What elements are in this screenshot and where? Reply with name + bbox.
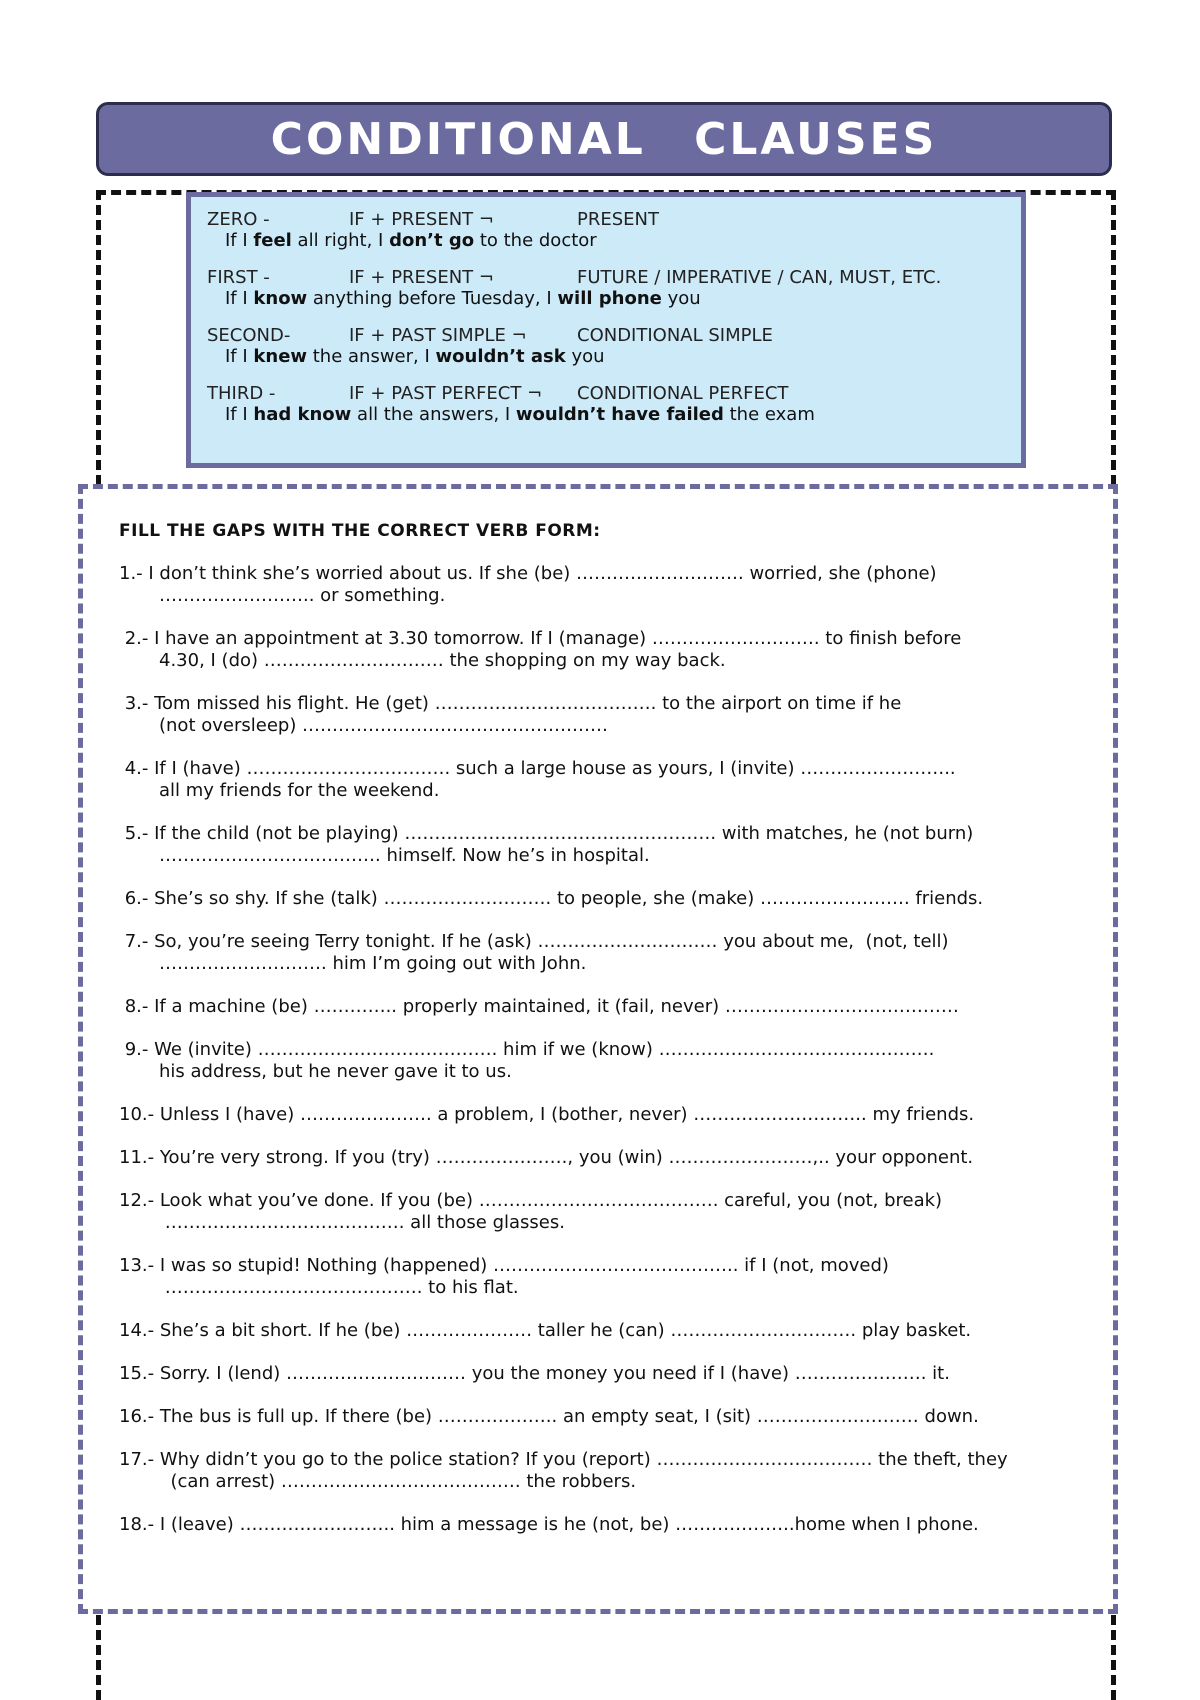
exercise-line: 13.- I was so stupid! Nothing (happened) ………………………………….. if I (not, moved) <box>119 1255 889 1276</box>
rule-form: IF + PAST PERFECT ¬ <box>349 383 543 404</box>
exercise-line-continued: ………………………………. himself. Now he’s in hospital. <box>159 845 650 866</box>
example-verb: wouldn’t have failed <box>515 404 724 425</box>
exercise-line: 14.- She’s a bit short. If he (be) ………………… taller he (can) …………………………. play basket. <box>119 1320 972 1341</box>
rule-label: THIRD - <box>207 383 276 404</box>
exercise-item <box>119 1514 1091 1536</box>
rule-example <box>207 230 1005 251</box>
exercise-line-continued: …………………………………. all those glasses. <box>159 1212 565 1233</box>
example-text: the exam <box>723 404 815 425</box>
exercise-line: 10.- Unless I (have) …………………. a problem, I (bother, never) ……………………….. my friends. <box>119 1104 975 1125</box>
exercise-line: 1.- I don’t think she’s worried about us. If she (be) ………………………. worried, she (phone) <box>119 563 937 584</box>
exercise-box <box>78 484 1118 1614</box>
exercise-item <box>119 563 1091 607</box>
example-text: all the answers, I <box>351 404 516 425</box>
exercise-item <box>119 693 1091 737</box>
rule-label: ZERO - <box>207 209 270 230</box>
exercise-item <box>119 1255 1091 1299</box>
exercise-line: 9.- We (invite) …………………………………. him if we (know) ………………………………………. <box>119 1039 935 1060</box>
rule-form: IF + PRESENT ¬ <box>349 209 494 230</box>
exercise-line-continued: …………………….. or something. <box>159 585 446 606</box>
rule-result: CONDITIONAL SIMPLE <box>577 325 773 346</box>
exercise-line-continued: 4.30, I (do) ………………………… the shopping on my way back. <box>159 650 726 671</box>
exercise-line: 3.- Tom missed his flight. He (get) ………………………………. to the airport on time if he <box>119 693 902 714</box>
exercise-line: 8.- If a machine (be) ………….. properly maintained, it (fail, never) ………………………………… <box>119 996 959 1017</box>
exercise-item <box>119 1320 1091 1342</box>
exercise-line: 7.- So, you’re seeing Terry tonight. If he (ask) ………………………… you about me, (not, tell) <box>119 931 949 952</box>
exercise-item <box>119 1147 1091 1169</box>
exercise-line: 11.- You’re very strong. If you (try) …………………., you (win) ……………………,.. your opponent. <box>119 1147 974 1168</box>
exercise-item <box>119 1449 1091 1493</box>
exercise-item <box>119 628 1091 672</box>
instruction: FILL THE GAPS WITH THE CORRECT VERB FORM: <box>119 521 601 541</box>
exercise-item <box>119 996 1091 1018</box>
exercise-item <box>119 758 1091 802</box>
example-text: If I <box>225 288 254 309</box>
example-text: you <box>661 288 701 309</box>
exercise-line: 5.- If the child (not be playing) ……………………………………………. with matches, he (not burn) <box>119 823 974 844</box>
exercise-item <box>119 888 1091 910</box>
example-text: all right, I <box>291 230 390 251</box>
example-verb: will phone <box>557 288 662 309</box>
rule-second <box>207 325 1005 367</box>
rule-result: CONDITIONAL PERFECT <box>577 383 789 404</box>
exercise-line-continued: (can arrest) …………………………………. the robbers. <box>159 1471 637 1492</box>
rule-example <box>207 404 1005 425</box>
exercise-item <box>119 1406 1091 1428</box>
exercise-item <box>119 823 1091 867</box>
rule-form: IF + PRESENT ¬ <box>349 267 494 288</box>
exercise-line-continued: (not oversleep) …………………………………………… <box>159 715 609 736</box>
exercise-line: 17.- Why didn’t you go to the police station? If you (report) ……………………………… the theft, they <box>119 1449 1008 1470</box>
rule-example <box>207 288 1005 309</box>
exercise-line: 12.- Look what you’ve done. If you (be) …………………………………. careful, you (not, break) <box>119 1190 943 1211</box>
exercise-line: 2.- I have an appointment at 3.30 tomorrow. If I (manage) ………………………. to finish before <box>119 628 962 649</box>
exercise-item <box>119 1190 1091 1234</box>
rule-third <box>207 383 1005 425</box>
example-text: anything before Tuesday, I <box>307 288 558 309</box>
exercise-line: 6.- She’s so shy. If she (talk) ………………………. to people, she (make) ……………………. friends. <box>119 888 984 909</box>
exercise-line-continued: ……………………………………. to his flat. <box>159 1277 519 1298</box>
exercise-line: 15.- Sorry. I (lend) ………………………… you the money you need if I (have) …………………. it. <box>119 1363 950 1384</box>
exercise-item <box>119 1039 1091 1083</box>
example-verb: wouldn’t ask <box>435 346 566 367</box>
exercise-line: 16.- The bus is full up. If there (be) ……………….. an empty seat, I (sit) ……………………… down. <box>119 1406 979 1427</box>
rule-example <box>207 346 1005 367</box>
rule-result: FUTURE / IMPERATIVE / CAN, MUST, ETC. <box>577 267 942 288</box>
rule-zero <box>207 209 1005 251</box>
example-text: the answer, I <box>307 346 436 367</box>
rule-label: FIRST - <box>207 267 270 288</box>
exercise-item <box>119 931 1091 975</box>
rule-label: SECOND- <box>207 325 291 346</box>
exercise-line: 4.- If I (have) ……………………………. such a large house as yours, I (invite) …………………….. <box>119 758 956 779</box>
example-verb: don’t go <box>389 230 475 251</box>
exercise-line-continued: all my friends for the weekend. <box>159 780 440 801</box>
example-text: you <box>565 346 605 367</box>
exercise-item <box>119 1104 1091 1126</box>
title-banner <box>96 102 1112 176</box>
example-text: If I <box>225 230 254 251</box>
example-text: to the doctor <box>474 230 597 251</box>
example-verb: knew <box>253 346 308 367</box>
example-verb: had know <box>253 404 352 425</box>
rule-first <box>207 267 1005 309</box>
exercise-line: 18.- I (leave) …………………….. him a message is he (not, be) ………………..home when I phone. <box>119 1514 979 1535</box>
rule-form: IF + PAST SIMPLE ¬ <box>349 325 527 346</box>
example-text: If I <box>225 404 254 425</box>
rule-result: PRESENT <box>577 209 659 230</box>
exercise-item <box>119 1363 1091 1385</box>
example-verb: know <box>253 288 308 309</box>
exercise-line-continued: ………………………. him I’m going out with John. <box>159 953 587 974</box>
example-verb: feel <box>253 230 292 251</box>
exercise-list <box>119 563 1091 1536</box>
rules-summary-box <box>186 192 1026 468</box>
page-title: CONDITIONAL CLAUSES <box>270 113 938 165</box>
example-text: If I <box>225 346 254 367</box>
exercise-line-continued: his address, but he never gave it to us. <box>159 1061 512 1082</box>
